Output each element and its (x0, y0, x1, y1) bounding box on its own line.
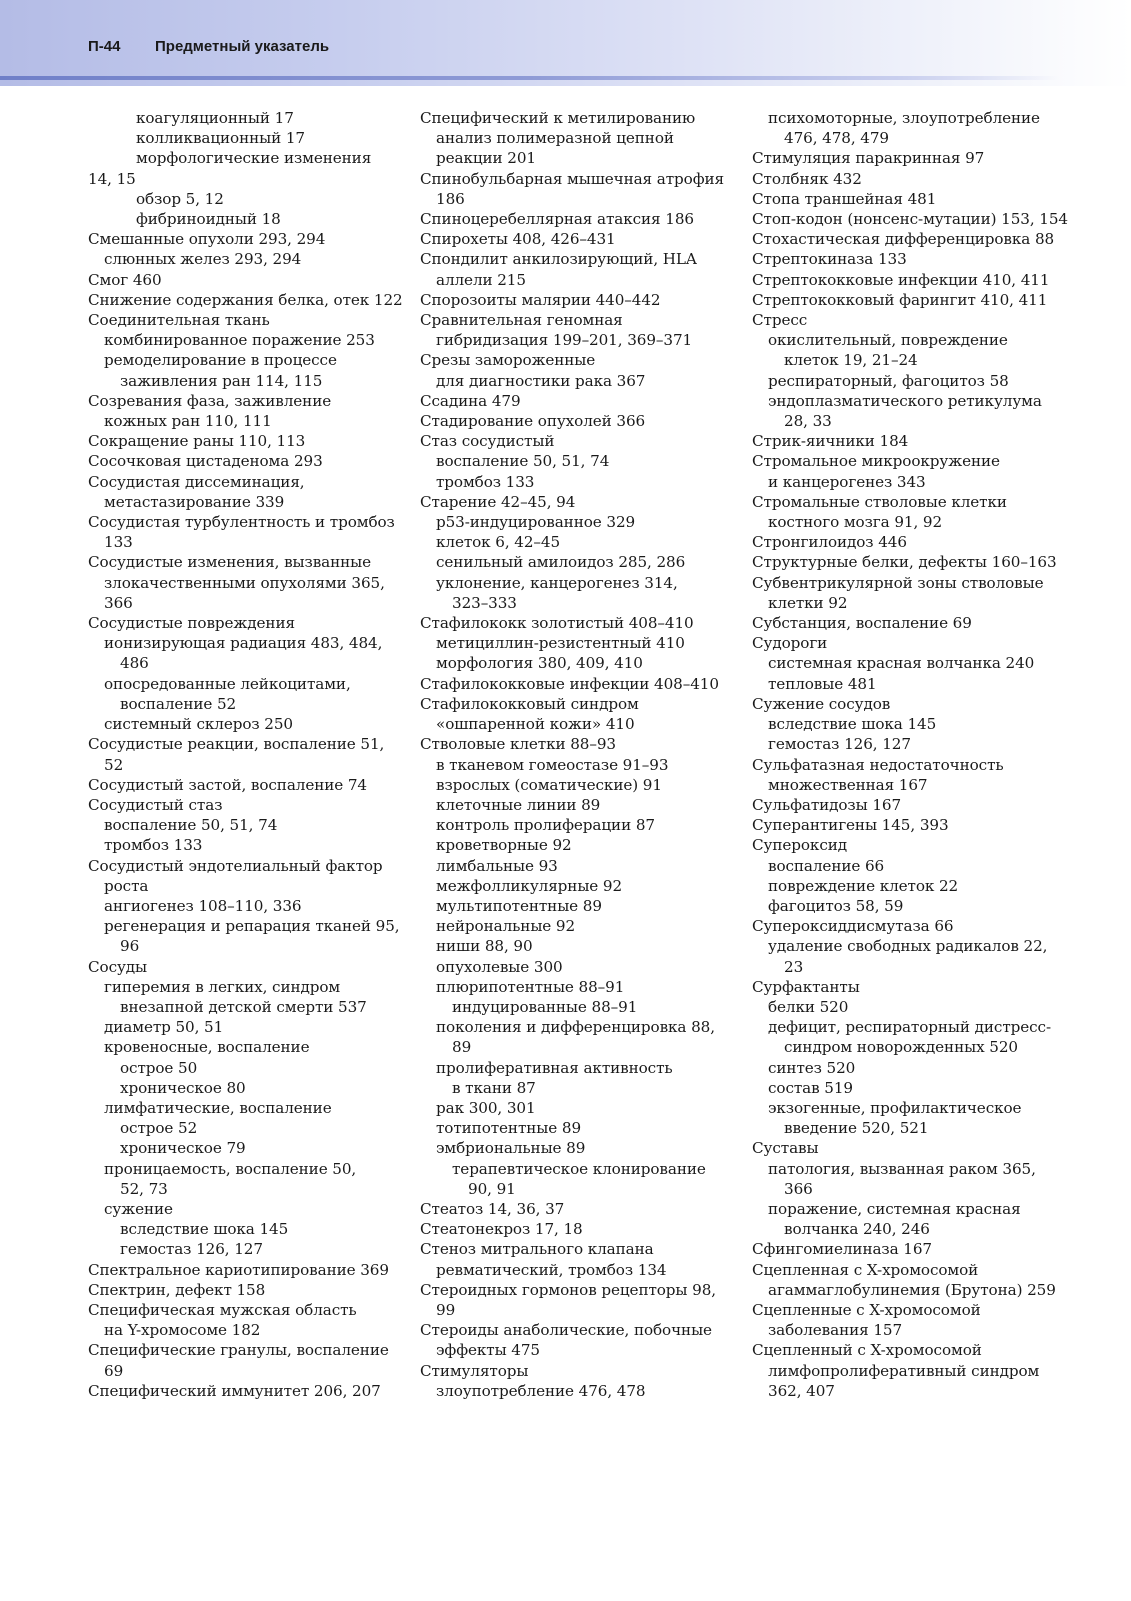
index-entry: Сфингомиелиназа 167 (752, 1240, 932, 1259)
index-subentry: гибридизация 199–201, 369–371 (436, 331, 693, 350)
index-entry: Стромальные стволовые клетки (752, 492, 1007, 511)
index-subentry: множественная 167 (768, 775, 928, 794)
index-entry: Специфические гранулы, воспаление (88, 1341, 389, 1360)
index-entry: Сосудистый застой, воспаление 74 (88, 775, 367, 794)
index-entry: Сосудистая диссеминация, (88, 472, 305, 491)
index-subentry: 52 (104, 755, 124, 774)
index-subentry: эндоплазматического ретикулума (768, 391, 1042, 410)
index-subentry: вследствие шока 145 (768, 715, 937, 734)
index-entry: Сосудистые повреждения (88, 614, 295, 633)
index-subentry: синтез 520 (768, 1058, 856, 1077)
index-subentry: 366 (784, 1179, 813, 1198)
index-subentry: волчанка 240, 246 (784, 1220, 930, 1239)
index-subentry: проницаемость, воспаление 50, (104, 1159, 357, 1178)
index-subentry: контроль пролиферации 87 (436, 816, 655, 835)
index-subentry: 14, 15 (88, 169, 136, 188)
index-subentry: для диагностики рака 367 (436, 371, 646, 390)
index-subentry: системная красная волчанка 240 (768, 654, 1035, 673)
index-subentry: хроническое 79 (120, 1139, 246, 1158)
index-column-1 (88, 108, 403, 1401)
index-subentry: лимфопролиферативный синдром (768, 1361, 1040, 1380)
index-entry: Созревания фаза, заживление (88, 391, 332, 410)
index-entry: Сцепленная с X-хромосомой (752, 1260, 979, 1279)
index-subentry: тромбоз 133 (104, 836, 203, 855)
index-subentry: на Y-хромосоме 182 (104, 1321, 261, 1340)
index-subentry: воспаление 50, 51, 74 (104, 816, 278, 835)
index-subentry: уклонение, канцерогенез 314, (436, 573, 678, 592)
index-subentry: эмбриональные 89 (436, 1139, 586, 1158)
index-subentry: злоупотребление 476, 478 (436, 1381, 646, 1400)
index-subentry: p53-индуцированное 329 (436, 513, 636, 532)
index-column-3 (752, 108, 1068, 1401)
index-subentry: 28, 33 (784, 412, 832, 431)
index-entry: Спирохеты 408, 426–431 (420, 230, 616, 249)
index-subentry: 366 (104, 593, 133, 612)
index-entry: Стрептококковые инфекции 410, 411 (752, 270, 1050, 289)
index-column-2 (420, 108, 730, 1401)
index-subentry: сенильный амилоидоз 285, 286 (436, 553, 686, 572)
index-subentry: фибриноидный 18 (136, 210, 281, 229)
index-entry: Стероидных гормонов рецепторы 98, (420, 1280, 717, 1299)
index-subentry: нейрональные 92 (436, 917, 576, 936)
index-subentry: 89 (452, 1038, 472, 1057)
index-subentry: 323–333 (452, 593, 517, 612)
index-entry: Спектральное кариотипирование 369 (88, 1260, 389, 1279)
index-subentry: взрослых (соматические) 91 (436, 775, 662, 794)
index-subentry: морфологические изменения (136, 149, 372, 168)
index-entry: Спорозоиты малярии 440–442 (420, 290, 661, 309)
index-subentry: повреждение клеток 22 (768, 876, 959, 895)
index-subentry: ангиогенез 108–110, 336 (104, 896, 302, 915)
index-entry: Сцепленный с X-хромосомой (752, 1341, 982, 1360)
index-entry: Снижение содержания белка, отек 122 (88, 290, 403, 309)
index-subentry: патология, вызванная раком 365, (768, 1159, 1036, 1178)
index-subentry: опосредованные лейкоцитами, (104, 674, 351, 693)
index-subentry: тепловые 481 (768, 674, 877, 693)
index-entry: Стимуляция паракринная 97 (752, 149, 985, 168)
index-subentry: аллели 215 (436, 270, 526, 289)
index-subentry: 52, 73 (120, 1179, 168, 1198)
index-subentry: кровеносные, воспаление (104, 1038, 310, 1057)
index-entry: Стопа траншейная 481 (752, 189, 937, 208)
index-entry: Стресс (752, 311, 808, 330)
index-subentry: коагуляционный 17 (136, 109, 294, 127)
index-subentry: тотипотентные 89 (436, 1119, 582, 1138)
index-subentry: респираторный, фагоцитоз 58 (768, 371, 1009, 390)
index-entry: Ссадина 479 (420, 391, 521, 410)
index-entry: Стимуляторы (420, 1361, 529, 1380)
index-subentry: ниши 88, 90 (436, 937, 533, 956)
index-subentry: 486 (120, 654, 149, 673)
index-subentry: заболевания 157 (768, 1321, 903, 1340)
index-subentry: регенерация и репарация тканей 95, (104, 917, 400, 936)
index-entry: Столбняк 432 (752, 169, 862, 188)
index-subentry: хроническое 80 (120, 1078, 246, 1097)
index-entry: Суставы (752, 1139, 819, 1158)
index-entry: Сосочковая цистаденома 293 (88, 452, 323, 471)
index-entry: Суперантигены 145, 393 (752, 816, 949, 835)
index-subentry: воспаление 50, 51, 74 (436, 452, 610, 471)
index-entry: Стрептококковый фарингит 410, 411 (752, 290, 1048, 309)
index-subentry: колликвационный 17 (136, 129, 305, 148)
index-entry: Стохастическая дифференцировка 88 (752, 230, 1055, 249)
index-subentry: «ошпаренной кожи» 410 (436, 715, 635, 734)
index-entry: Сравнительная геномная (420, 311, 623, 330)
index-subentry: гемостаз 126, 127 (120, 1240, 263, 1259)
index-entry: Стеноз митрального клапана (420, 1240, 654, 1259)
index-entry: Спинобульбарная мышечная атрофия (420, 169, 724, 188)
index-entry: Сурфактанты (752, 977, 860, 996)
index-subentry: заживления ран 114, 115 (120, 371, 323, 390)
index-entry: Сужение сосудов (752, 694, 891, 713)
index-subentry: воспаление 66 (768, 856, 885, 875)
index-subentry: тромбоз 133 (436, 472, 535, 491)
index-entry: Супероксид (752, 836, 848, 855)
index-subentry: поражение, системная красная (768, 1199, 1021, 1218)
index-entry: Соединительная ткань (88, 311, 270, 330)
index-entry: Структурные белки, дефекты 160–163 (752, 553, 1057, 572)
index-entry: Стрик-яичники 184 (752, 432, 909, 451)
index-subentry: 133 (104, 533, 133, 552)
index-entry: Сульфатазная недостаточность (752, 755, 1004, 774)
index-entry: Стаз сосудистый (420, 432, 555, 451)
index-subentry: лимбальные 93 (436, 856, 558, 875)
index-entry: Смог 460 (88, 270, 162, 289)
index-subentry: в тканевом гомеостазе 91–93 (436, 755, 669, 774)
index-subentry: ионизирующая радиация 483, 484, (104, 634, 383, 653)
index-subentry: внезапной детской смерти 537 (120, 997, 367, 1016)
index-entry: Специфический к метилированию (420, 109, 696, 127)
index-entry: Специфический иммунитет 206, 207 (88, 1381, 381, 1400)
index-subentry: межфолликулярные 92 (436, 876, 623, 895)
index-subentry: экзогенные, профилактическое (768, 1098, 1022, 1117)
index-subentry: удаление свободных радикалов 22, (768, 937, 1048, 956)
index-subentry: гемостаз 126, 127 (768, 735, 911, 754)
index-subentry: кроветворные 92 (436, 836, 572, 855)
index-entry: Стафилококк золотистый 408–410 (420, 614, 694, 633)
index-subentry: роста (104, 876, 149, 895)
index-entry: Стромальное микроокружение (752, 452, 1000, 471)
index-entry: Стафилококковые инфекции 408–410 (420, 674, 719, 693)
index-subentry: 96 (120, 937, 140, 956)
index-entry: Стеатоз 14, 36, 37 (420, 1199, 565, 1218)
index-subentry: вследствие шока 145 (120, 1220, 289, 1239)
index-subentry: острое 52 (120, 1119, 198, 1138)
index-subentry: клеток 6, 42–45 (436, 533, 561, 552)
index-subentry: введение 520, 521 (784, 1119, 929, 1138)
index-subentry: опухолевые 300 (436, 957, 563, 976)
index-entry: Сульфатидозы 167 (752, 795, 902, 814)
index-subentry: ремоделирование в процессе (104, 351, 337, 370)
index-entry: Спондилит анкилозирующий, HLA (420, 250, 697, 269)
index-entry: Старение 42–45, 94 (420, 492, 576, 511)
index-subentry: гиперемия в легких, синдром (104, 977, 341, 996)
index-subentry: 90, 91 (468, 1179, 516, 1198)
index-subentry: психомоторные, злоупотребление (768, 109, 1040, 127)
index-subentry: сужение (104, 1199, 173, 1218)
index-subentry: 186 (436, 189, 465, 208)
index-subentry: костного мозга 91, 92 (768, 513, 943, 532)
index-subentry: 476, 478, 479 (784, 129, 889, 148)
index-subentry: воспаление 52 (120, 694, 237, 713)
index-subentry: пролиферативная активность (436, 1058, 673, 1077)
index-subentry: мультипотентные 89 (436, 896, 602, 915)
index-subentry: реакции 201 (436, 149, 536, 168)
index-entry: Спиноцеребеллярная атаксия 186 (420, 210, 694, 229)
index-entry: Сосудистый эндотелиальный фактор (88, 856, 383, 875)
index-entry: Сосудистые изменения, вызванные (88, 553, 372, 572)
index-subentry: и канцерогенез 343 (768, 472, 926, 491)
index-entry: Субвентрикулярной зоны стволовые (752, 573, 1044, 592)
index-entry: Сокращение раны 110, 113 (88, 432, 306, 451)
index-entry: Сцепленные с X-хромосомой (752, 1300, 981, 1319)
index-subentry: обзор 5, 12 (136, 189, 224, 208)
index-subentry: морфология 380, 409, 410 (436, 654, 643, 673)
index-entry: Смешанные опухоли 293, 294 (88, 230, 326, 249)
index-subentry: окислительный, повреждение (768, 331, 1008, 350)
index-subentry: лимфатические, воспаление (104, 1098, 332, 1117)
index-subentry: индуцированные 88–91 (452, 997, 638, 1016)
index-entry: Стронгилоидоз 446 (752, 533, 907, 552)
index-entry: Сосудистые реакции, воспаление 51, (88, 735, 385, 754)
index-entry: Супероксиддисмутаза 66 (752, 917, 954, 936)
index-subentry: агаммаглобулинемия (Брутона) 259 (768, 1280, 1056, 1299)
page-number: П-44 (88, 38, 121, 55)
index-entry: Сосудистая турбулентность и тромбоз (88, 513, 395, 532)
index-subentry: злокачественными опухолями 365, (104, 573, 385, 592)
index-entry: Стоп-кодон (нонсенс-мутации) 153, 154 (752, 210, 1068, 229)
index-subentry: синдром новорожденных 520 (784, 1038, 1018, 1057)
index-entry: Стволовые клетки 88–93 (420, 735, 616, 754)
index-subentry: клеточные линии 89 (436, 795, 601, 814)
index-subentry: рак 300, 301 (436, 1098, 536, 1117)
index-subentry: состав 519 (768, 1078, 853, 1097)
index-entry: Стадирование опухолей 366 (420, 412, 646, 431)
index-entry: Стафилококковый синдром (420, 694, 639, 713)
index-subentry: дефицит, респираторный дистресс- (768, 1018, 1051, 1037)
index-subentry: метициллин-резистентный 410 (436, 634, 685, 653)
index-entry: Стеатонекроз 17, 18 (420, 1220, 583, 1239)
index-entry: Стрептокиназа 133 (752, 250, 907, 269)
index-subentry: метастазирование 339 (104, 492, 285, 511)
index-subentry: комбинированное поражение 253 (104, 331, 375, 350)
index-entry: Сосуды (88, 957, 148, 976)
index-subentry: клеток 19, 21–24 (784, 351, 918, 370)
index-entry: Судороги (752, 634, 828, 653)
index-subentry: фагоцитоз 58, 59 (768, 896, 904, 915)
index-subentry: слюнных желез 293, 294 (104, 250, 302, 269)
section-title: Предметный указатель (155, 38, 330, 55)
index-subentry: диаметр 50, 51 (104, 1018, 224, 1037)
index-subentry: клетки 92 (768, 593, 848, 612)
index-entry: Срезы замороженные (420, 351, 596, 370)
index-subentry: 99 (436, 1300, 456, 1319)
index-subentry: плюрипотентные 88–91 (436, 977, 625, 996)
index-subentry: терапевтическое клонирование (452, 1159, 706, 1178)
index-subentry: белки 520 (768, 997, 849, 1016)
index-subentry: кожных ран 110, 111 (104, 412, 272, 431)
index-entry: Субстанция, воспаление 69 (752, 614, 972, 633)
header-rule (0, 76, 1060, 80)
index-subentry: системный склероз 250 (104, 715, 293, 734)
index-subentry: 69 (104, 1361, 124, 1380)
index-entry: Стероиды анаболические, побочные (420, 1321, 712, 1340)
index-subentry: поколения и дифференцировка 88, (436, 1018, 715, 1037)
index-entry: Специфическая мужская область (88, 1300, 357, 1319)
index-subentry: 23 (784, 957, 804, 976)
index-subentry: ревматический, тромбоз 134 (436, 1260, 667, 1279)
index-subentry: эффекты 475 (436, 1341, 540, 1360)
index-subentry: в ткани 87 (452, 1078, 536, 1097)
index-subentry: 362, 407 (768, 1381, 835, 1400)
index-entry: Спектрин, дефект 158 (88, 1280, 266, 1299)
index-entry: Сосудистый стаз (88, 795, 223, 814)
index-subentry: анализ полимеразной цепной (436, 129, 674, 148)
index-subentry: острое 50 (120, 1058, 198, 1077)
